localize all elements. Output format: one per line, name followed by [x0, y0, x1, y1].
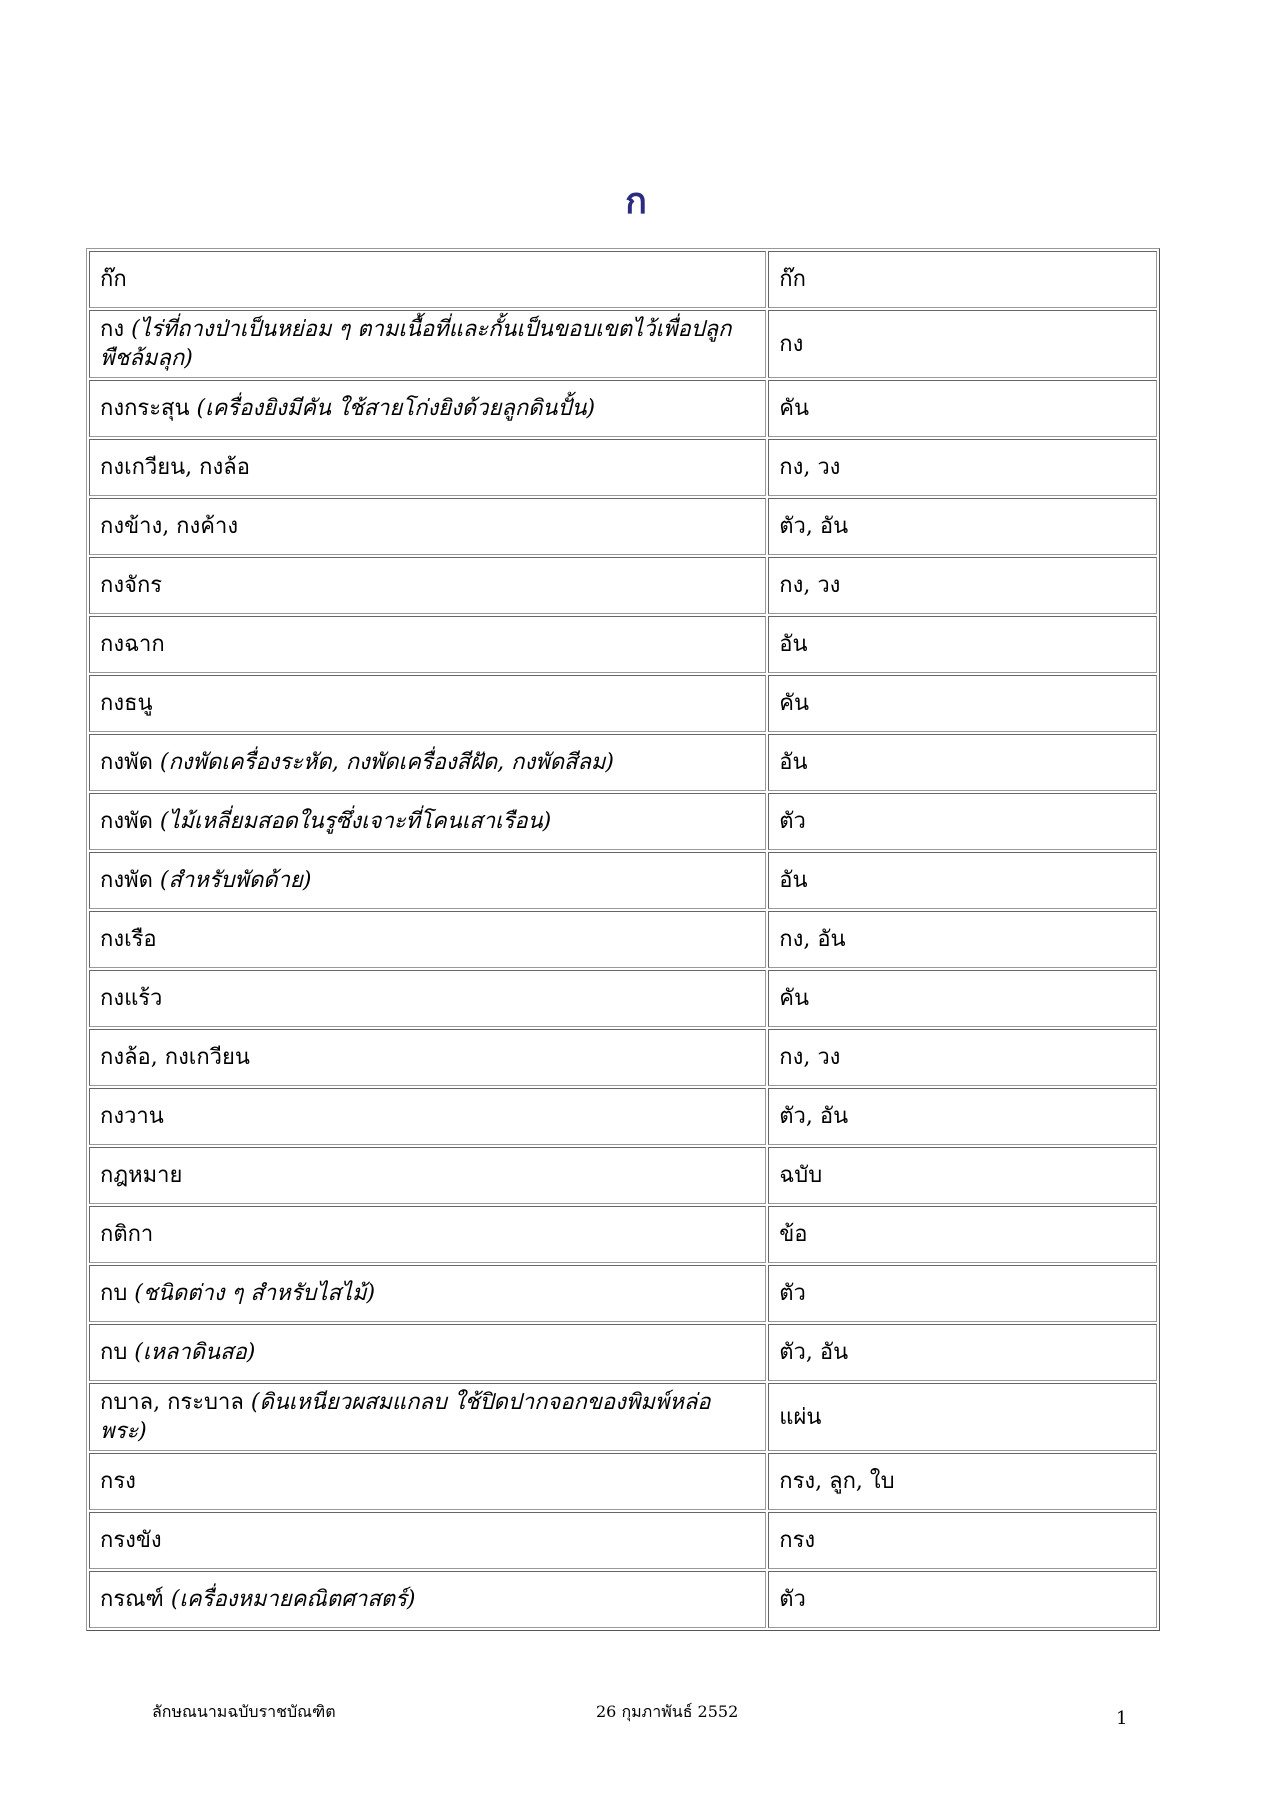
table-row — [89, 734, 1157, 791]
word-cell — [89, 1571, 766, 1628]
word-description: (ไร่ที่ถางป่าเป็นหย่อม ๆ ตามเนื้อที่และกั้นเป็นขอบเขตไว้เพื่อปลูกพืชล้มลุก) — [100, 317, 732, 371]
table-row — [89, 1453, 1157, 1510]
word-description: (เครื่องยิงมีคัน ใช้สายโก่งยิงด้วยลูกดินปั้น) — [196, 396, 596, 421]
table-row — [89, 1383, 1157, 1451]
classifier-cell: ตัว — [768, 1571, 1157, 1628]
table-row — [89, 1265, 1157, 1322]
word-cell — [89, 1265, 766, 1322]
word-cell — [89, 911, 766, 968]
table-row — [89, 1571, 1157, 1628]
classifier-cell: กง, วง — [768, 439, 1157, 496]
table-row — [89, 1206, 1157, 1263]
word-cell — [89, 734, 766, 791]
classifier-cell: อัน — [768, 852, 1157, 909]
word-text: กงแร้ว — [100, 986, 163, 1011]
word-text: กงฉาก — [100, 632, 165, 657]
table-row — [89, 1029, 1157, 1086]
table-row — [89, 557, 1157, 614]
word-cell — [89, 970, 766, 1027]
table-row — [89, 251, 1157, 308]
word-text: กงพัด — [100, 809, 153, 834]
word-cell — [89, 793, 766, 850]
word-text: กงธนู — [100, 691, 153, 716]
word-text: กงเกวียน, กงล้อ — [100, 455, 250, 480]
word-description: (ดินเหนียวผสมแกลบ ใช้ปิดปากจอกของพิมพ์หล่อพระ) — [100, 1390, 711, 1444]
word-text: กรงขัง — [100, 1528, 162, 1553]
word-description: (ไม้เหลี่ยมสอดในรูซึ่งเจาะที่โคนเสาเรือน) — [159, 809, 552, 834]
word-text: กงพัด — [100, 868, 153, 893]
word-text: กติกา — [100, 1222, 154, 1247]
table-row — [89, 911, 1157, 968]
classifier-cell: ตัว, อัน — [768, 1088, 1157, 1145]
word-description: (กงพัดเครื่องระหัด, กงพัดเครื่องสีฝัด, กงพัดสีลม) — [159, 750, 615, 775]
word-cell — [89, 498, 766, 555]
table-row — [89, 970, 1157, 1027]
classifier-table — [86, 248, 1160, 1631]
word-cell — [89, 380, 766, 437]
word-text: กงเรือ — [100, 927, 157, 952]
word-cell — [89, 616, 766, 673]
word-cell — [89, 1453, 766, 1510]
table-row — [89, 675, 1157, 732]
word-description: (สำหรับพัดด้าย) — [159, 868, 312, 893]
table-row — [89, 380, 1157, 437]
word-cell — [89, 251, 766, 308]
classifier-cell: กง, วง — [768, 557, 1157, 614]
classifier-cell: ตัว, อัน — [768, 498, 1157, 555]
classifier-cell: คัน — [768, 380, 1157, 437]
word-text: กงจักร — [100, 573, 163, 598]
classifier-cell: กง — [768, 310, 1157, 378]
table-row — [89, 1088, 1157, 1145]
table-row — [89, 793, 1157, 850]
classifier-cell: ตัว — [768, 793, 1157, 850]
word-text: ก๊ก — [100, 267, 127, 292]
word-cell — [89, 852, 766, 909]
word-text: กงกระสุน — [100, 396, 190, 421]
table-row — [89, 310, 1157, 378]
word-cell — [89, 557, 766, 614]
classifier-cell: กง, อัน — [768, 911, 1157, 968]
classifier-cell: ตัว, อัน — [768, 1324, 1157, 1381]
table-row — [89, 1512, 1157, 1569]
classifier-cell: ฉบับ — [768, 1147, 1157, 1204]
table-row — [89, 498, 1157, 555]
word-cell — [89, 1147, 766, 1204]
word-cell — [89, 439, 766, 496]
word-cell — [89, 675, 766, 732]
classifier-cell: คัน — [768, 970, 1157, 1027]
table-body — [89, 251, 1157, 1628]
word-text: กงวาน — [100, 1104, 164, 1129]
word-cell — [89, 1512, 766, 1569]
classifier-cell: ข้อ — [768, 1206, 1157, 1263]
table-row — [89, 1147, 1157, 1204]
word-cell — [89, 1088, 766, 1145]
classifier-cell: ตัว — [768, 1265, 1157, 1322]
classifier-cell: กรง, ลูก, ใบ — [768, 1453, 1157, 1510]
page-heading: ก — [625, 181, 647, 222]
word-cell — [89, 310, 766, 378]
word-text: กบาล, กระบาล — [100, 1390, 244, 1415]
classifier-cell: ก๊ก — [768, 251, 1157, 308]
classifier-cell: อัน — [768, 616, 1157, 673]
word-text: กฎหมาย — [100, 1163, 183, 1188]
classifier-cell: อัน — [768, 734, 1157, 791]
table-row — [89, 852, 1157, 909]
word-text: กบ — [100, 1340, 128, 1365]
classifier-cell: กง, วง — [768, 1029, 1157, 1086]
word-text: กง — [100, 317, 125, 342]
page-number: 1 — [1116, 1708, 1128, 1729]
word-description: (ชนิดต่าง ๆ สำหรับไสไม้) — [134, 1281, 376, 1306]
table-row — [89, 439, 1157, 496]
word-description: (เหลาดินสอ) — [134, 1340, 256, 1365]
word-text: กงล้อ, กงเกวียน — [100, 1045, 250, 1070]
word-text: กรณฑ์ — [100, 1587, 164, 1612]
footer-title: ลักษณนามฉบับราชบัณฑิต — [152, 1702, 336, 1721]
classifier-cell: กรง — [768, 1512, 1157, 1569]
word-text: กรง — [100, 1469, 136, 1494]
classifier-cell: แผ่น — [768, 1383, 1157, 1451]
word-cell — [89, 1206, 766, 1263]
footer-date: 26 กุมภาพันธ์ 2552 — [596, 1702, 739, 1721]
word-cell — [89, 1383, 766, 1451]
word-cell — [89, 1324, 766, 1381]
word-text: กงพัด — [100, 750, 153, 775]
word-text: กงข้าง, กงค้าง — [100, 514, 239, 539]
word-text: กบ — [100, 1281, 128, 1306]
table-row — [89, 616, 1157, 673]
word-cell — [89, 1029, 766, 1086]
word-description: (เครื่องหมายคณิตศาสตร์) — [170, 1587, 416, 1612]
table-row — [89, 1324, 1157, 1381]
classifier-cell: คัน — [768, 675, 1157, 732]
